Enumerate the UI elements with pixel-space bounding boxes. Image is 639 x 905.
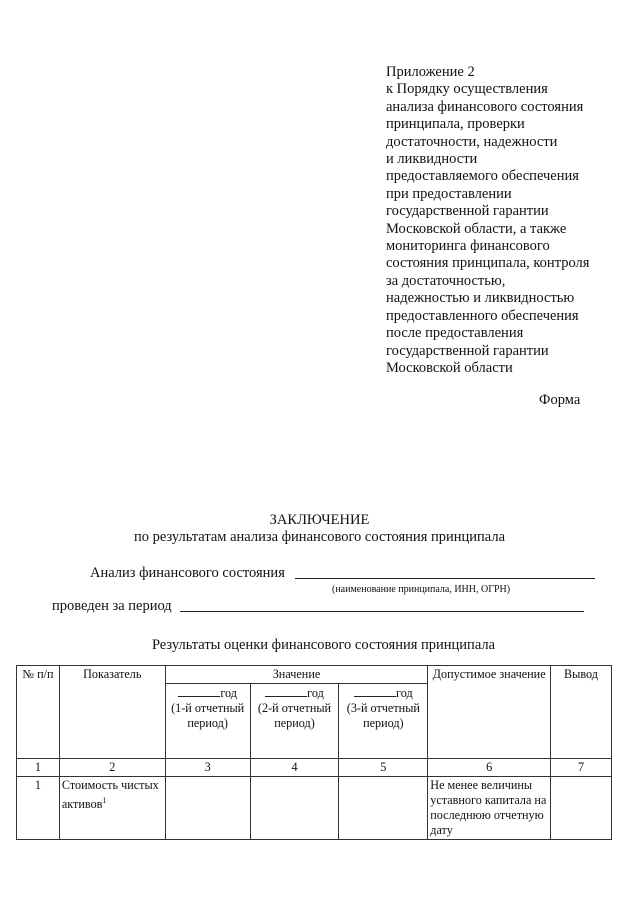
period-note: (2-й отчетный период): [257, 701, 332, 730]
footnote-mark: 1: [102, 796, 107, 805]
row-indicator: [59, 777, 165, 840]
year-word: год: [220, 686, 237, 700]
period-note: (3-й отчетный период): [346, 701, 420, 730]
column-number: 5: [339, 759, 428, 777]
column-number: 2: [59, 759, 165, 777]
indicator-text: Стоимость чистых активов: [61, 778, 159, 812]
appendix-line: предоставляемого обеспечения: [386, 168, 579, 185]
year-blank[interactable]: [354, 685, 396, 697]
header-allowed: Допустимое значение: [428, 666, 551, 759]
appendix-line: и ликвидности: [386, 151, 478, 168]
results-title: Результаты оценки финансового состояния принципала: [151, 637, 496, 653]
year-blank[interactable]: [178, 685, 220, 697]
period-label: проведен за период: [52, 598, 172, 614]
row-value-2[interactable]: [250, 777, 339, 840]
appendix-line: надежностью и ликвидностью: [386, 290, 575, 307]
table-row: [17, 777, 612, 840]
appendix-line: достаточности, надежности: [386, 133, 558, 150]
row-num: 1: [17, 777, 60, 840]
column-number: 1: [17, 759, 60, 777]
header-conclusion: Вывод: [551, 666, 612, 759]
appendix-line: состояния принципала, контроля: [386, 255, 590, 272]
appendix-line: Московской области: [386, 359, 513, 376]
appendix-line: анализа финансового состояния: [386, 98, 584, 115]
appendix-block: [386, 64, 626, 377]
header-num: № п/п: [17, 666, 60, 759]
year-word: год: [307, 686, 324, 700]
header-value: Значение: [165, 666, 428, 684]
appendix-line: мониторинга финансового: [386, 238, 550, 255]
principal-name-hint: (наименование принципала, ИНН, ОГРН): [332, 584, 511, 595]
period-note: (1-й отчетный период): [171, 701, 245, 730]
document-title: ЗАКЛЮЧЕНИЕ: [269, 512, 370, 528]
analysis-label: Анализ финансового состояния: [90, 565, 285, 581]
appendix-line: предоставленного обеспечения: [386, 307, 579, 324]
principal-name-line[interactable]: [295, 578, 595, 579]
appendix-line: к Порядку осуществления: [386, 81, 548, 98]
header-indicator: Показатель: [59, 666, 165, 759]
header-period-3: [339, 684, 428, 759]
appendix-line: государственной гарантии: [386, 203, 549, 220]
row-value-1[interactable]: [165, 777, 250, 840]
document-subtitle: по результатам анализа финансового состояния принципала: [133, 529, 506, 545]
appendix-line: принципала, проверки: [386, 116, 525, 133]
appendix-line: государственной гарантии: [386, 342, 549, 359]
row-allowed: Не менее величины уставного капитала на последнюю отчетную дату: [428, 777, 551, 840]
year-word: год: [396, 686, 413, 700]
header-period-1: [165, 684, 250, 759]
form-label: Форма: [539, 392, 581, 408]
appendix-line: Приложение 2: [386, 64, 475, 80]
column-number-row: [17, 759, 612, 777]
row-value-3[interactable]: [339, 777, 428, 840]
results-table: [16, 665, 612, 840]
header-period-2: [250, 684, 339, 759]
column-number: 7: [551, 759, 612, 777]
table-header-row: [17, 666, 612, 684]
column-number: 3: [165, 759, 250, 777]
appendix-line: за достаточностью,: [386, 272, 506, 289]
period-line[interactable]: [180, 611, 584, 612]
appendix-line: Московской области, а также: [386, 220, 567, 237]
appendix-line: при предоставлении: [386, 185, 512, 202]
appendix-line: после предоставления: [386, 325, 524, 342]
column-number: 6: [428, 759, 551, 777]
year-blank[interactable]: [265, 685, 307, 697]
column-number: 4: [250, 759, 339, 777]
row-conclusion[interactable]: [551, 777, 612, 840]
